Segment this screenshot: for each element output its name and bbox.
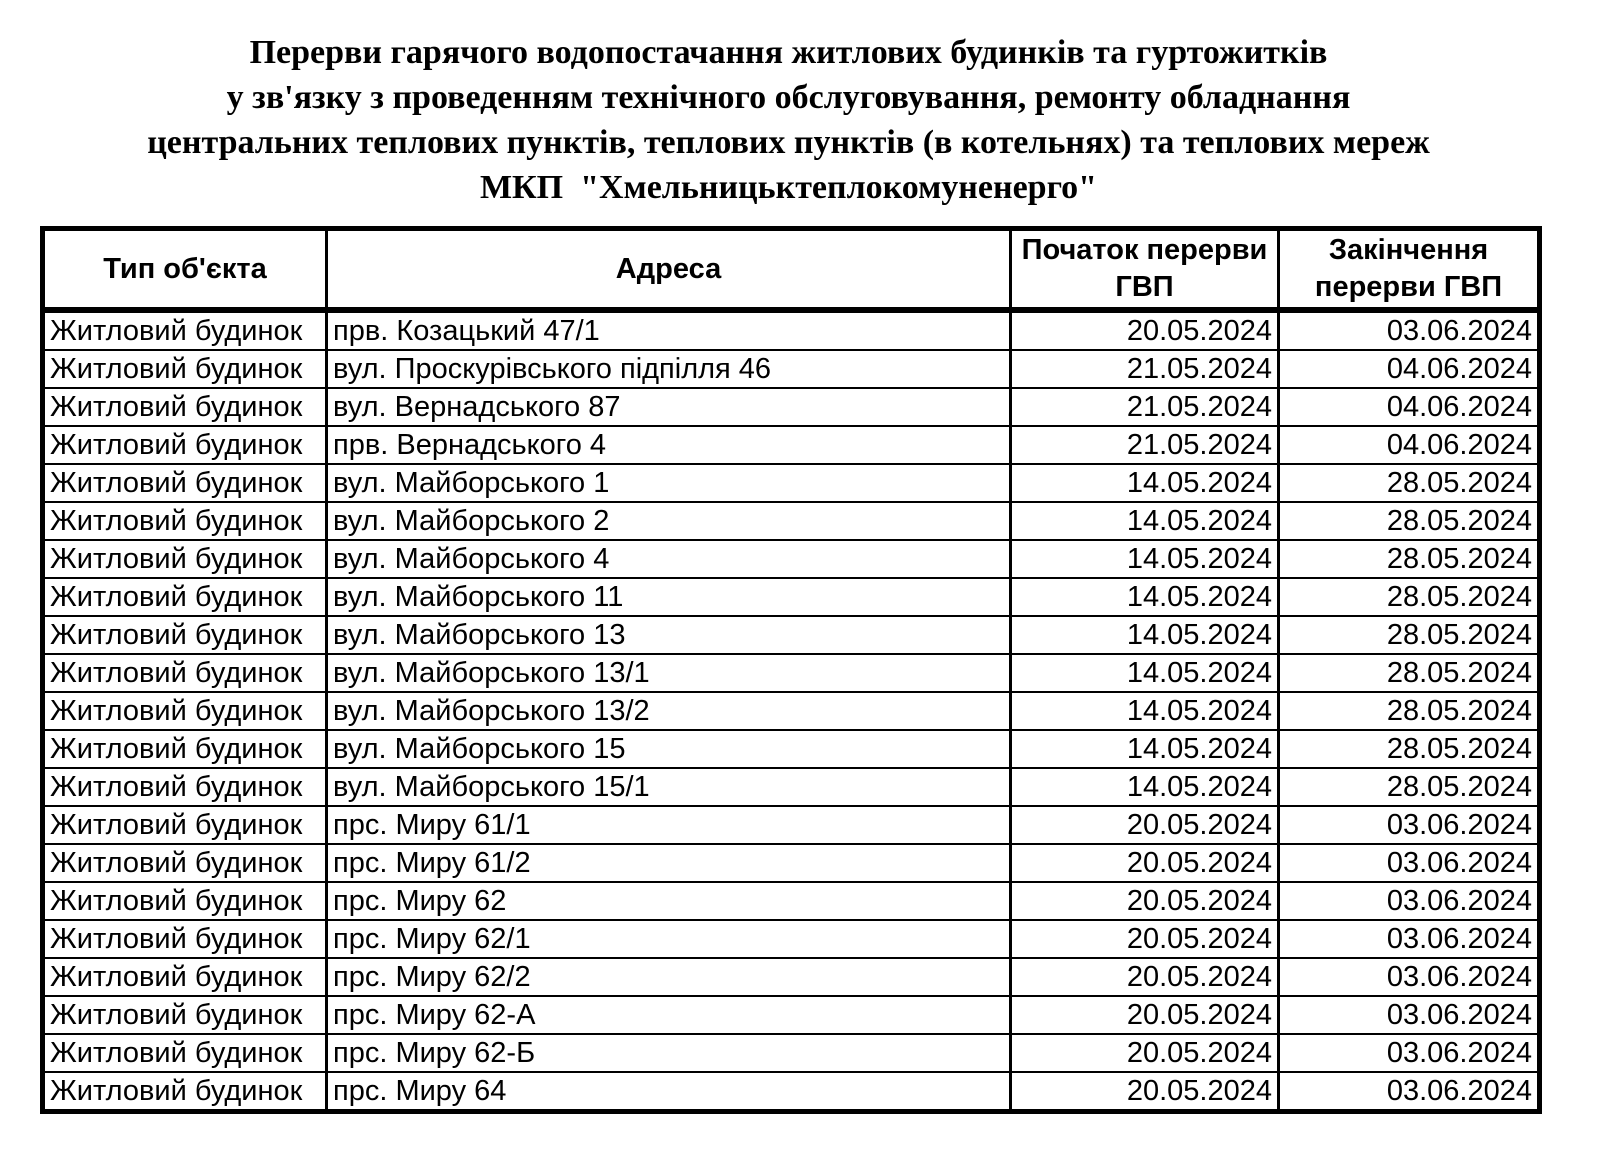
cell-end-date: 03.06.2024 (1279, 882, 1540, 920)
table-row (43, 1034, 1540, 1072)
table-row (43, 350, 1540, 388)
cell-object-type: Житловий будинок (43, 502, 327, 540)
cell-object-type: Житловий будинок (43, 768, 327, 806)
document-title-line-4: МКП "Хмельницьктеплокомуненерго" (479, 169, 1098, 206)
cell-object-type: Житловий будинок (43, 654, 327, 692)
cell-end-date: 03.06.2024 (1279, 1072, 1540, 1112)
document-page (0, 30, 1600, 1161)
cell-address: вул. Майборського 13 (327, 616, 1011, 654)
cell-object-type: Житловий будинок (43, 426, 327, 464)
cell-object-type: Житловий будинок (43, 730, 327, 768)
cell-end-date: 03.06.2024 (1279, 844, 1540, 882)
table-row (43, 768, 1540, 806)
table-row (43, 310, 1540, 350)
document-title-line-2: у зв'язку з проведенням технічного обслуговування, ремонту обладнання (226, 79, 1351, 116)
table-row (43, 578, 1540, 616)
cell-end-date: 28.05.2024 (1279, 502, 1540, 540)
cell-address: вул. Майборського 2 (327, 502, 1011, 540)
cell-start-date: 20.05.2024 (1011, 844, 1279, 882)
cell-end-date: 28.05.2024 (1279, 768, 1540, 806)
table-row (43, 426, 1540, 464)
cell-start-date: 14.05.2024 (1011, 464, 1279, 502)
table-row (43, 996, 1540, 1034)
cell-object-type: Житловий будинок (43, 540, 327, 578)
column-header-end-date: Закінчення перерви ГВП (1279, 229, 1540, 311)
column-header-object-type: Тип об'єкта (43, 229, 327, 311)
cell-address: прс. Миру 61/1 (327, 806, 1011, 844)
cell-start-date: 20.05.2024 (1011, 920, 1279, 958)
cell-address: прв. Козацький 47/1 (327, 310, 1011, 350)
cell-end-date: 04.06.2024 (1279, 388, 1540, 426)
cell-end-date: 04.06.2024 (1279, 350, 1540, 388)
cell-end-date: 28.05.2024 (1279, 464, 1540, 502)
cell-address: прс. Миру 62 (327, 882, 1011, 920)
cell-address: вул. Майборського 11 (327, 578, 1011, 616)
cell-start-date: 20.05.2024 (1011, 958, 1279, 996)
cell-start-date: 21.05.2024 (1011, 426, 1279, 464)
cell-end-date: 03.06.2024 (1279, 958, 1540, 996)
cell-end-date: 28.05.2024 (1279, 578, 1540, 616)
cell-address: вул. Майборського 13/2 (327, 692, 1011, 730)
table-row (43, 464, 1540, 502)
column-header-start-date: Початок перерви ГВП (1011, 229, 1279, 311)
cell-object-type: Житловий будинок (43, 578, 327, 616)
cell-address: прс. Миру 62-А (327, 996, 1011, 1034)
cell-start-date: 21.05.2024 (1011, 388, 1279, 426)
table-header-row (43, 229, 1540, 311)
cell-start-date: 20.05.2024 (1011, 996, 1279, 1034)
cell-start-date: 14.05.2024 (1011, 654, 1279, 692)
document-title-line-1: Перерви гарячого водопостачання житлових будинків та гуртожитків (249, 34, 1328, 71)
cell-start-date: 14.05.2024 (1011, 730, 1279, 768)
cell-object-type: Житловий будинок (43, 920, 327, 958)
cell-address: вул. Майборського 15/1 (327, 768, 1011, 806)
cell-address: прс. Миру 62/2 (327, 958, 1011, 996)
cell-end-date: 03.06.2024 (1279, 996, 1540, 1034)
cell-object-type: Житловий будинок (43, 882, 327, 920)
cell-object-type: Житловий будинок (43, 388, 327, 426)
cell-object-type: Житловий будинок (43, 806, 327, 844)
cell-object-type: Житловий будинок (43, 1034, 327, 1072)
table-row (43, 958, 1540, 996)
cell-address: вул. Вернадського 87 (327, 388, 1011, 426)
cell-end-date: 28.05.2024 (1279, 730, 1540, 768)
table-body (43, 310, 1540, 1112)
cell-end-date: 04.06.2024 (1279, 426, 1540, 464)
cell-start-date: 14.05.2024 (1011, 616, 1279, 654)
cell-object-type: Житловий будинок (43, 310, 327, 350)
cell-start-date: 20.05.2024 (1011, 1072, 1279, 1112)
document-title (40, 30, 1537, 210)
cell-address: вул. Майборського 4 (327, 540, 1011, 578)
cell-start-date: 20.05.2024 (1011, 1034, 1279, 1072)
table-row (43, 616, 1540, 654)
cell-address: вул. Майборського 15 (327, 730, 1011, 768)
cell-address: вул. Майборського 13/1 (327, 654, 1011, 692)
cell-end-date: 28.05.2024 (1279, 616, 1540, 654)
cell-end-date: 28.05.2024 (1279, 654, 1540, 692)
table-header (43, 229, 1540, 311)
cell-end-date: 03.06.2024 (1279, 310, 1540, 350)
table-row (43, 882, 1540, 920)
cell-start-date: 21.05.2024 (1011, 350, 1279, 388)
table-row (43, 388, 1540, 426)
cell-start-date: 14.05.2024 (1011, 768, 1279, 806)
cell-start-date: 14.05.2024 (1011, 692, 1279, 730)
cell-object-type: Житловий будинок (43, 996, 327, 1034)
cell-start-date: 20.05.2024 (1011, 310, 1279, 350)
cell-address: прс. Миру 62-Б (327, 1034, 1011, 1072)
table-row (43, 502, 1540, 540)
column-header-address: Адреса (327, 229, 1011, 311)
table-row (43, 540, 1540, 578)
interruptions-table (40, 226, 1542, 1114)
cell-end-date: 03.06.2024 (1279, 1034, 1540, 1072)
table-row (43, 1072, 1540, 1112)
table-row (43, 920, 1540, 958)
cell-start-date: 14.05.2024 (1011, 578, 1279, 616)
cell-end-date: 28.05.2024 (1279, 692, 1540, 730)
cell-address: прс. Миру 62/1 (327, 920, 1011, 958)
cell-start-date: 20.05.2024 (1011, 882, 1279, 920)
cell-object-type: Житловий будинок (43, 464, 327, 502)
cell-object-type: Житловий будинок (43, 958, 327, 996)
cell-start-date: 20.05.2024 (1011, 806, 1279, 844)
cell-object-type: Житловий будинок (43, 844, 327, 882)
cell-object-type: Житловий будинок (43, 616, 327, 654)
table-row (43, 692, 1540, 730)
cell-object-type: Житловий будинок (43, 1072, 327, 1112)
table-row (43, 844, 1540, 882)
cell-object-type: Житловий будинок (43, 350, 327, 388)
document-title-line-3: центральних теплових пунктів, теплових пунктів (в котельнях) та теплових мереж (147, 124, 1430, 161)
cell-address: прс. Миру 61/2 (327, 844, 1011, 882)
cell-start-date: 14.05.2024 (1011, 540, 1279, 578)
cell-start-date: 14.05.2024 (1011, 502, 1279, 540)
cell-address: прс. Миру 64 (327, 1072, 1011, 1112)
cell-end-date: 03.06.2024 (1279, 920, 1540, 958)
cell-address: прв. Вернадського 4 (327, 426, 1011, 464)
cell-end-date: 03.06.2024 (1279, 806, 1540, 844)
cell-address: вул. Проскурівського підпілля 46 (327, 350, 1011, 388)
cell-end-date: 28.05.2024 (1279, 540, 1540, 578)
table-row (43, 730, 1540, 768)
table-row (43, 654, 1540, 692)
cell-address: вул. Майборського 1 (327, 464, 1011, 502)
cell-object-type: Житловий будинок (43, 692, 327, 730)
table-row (43, 806, 1540, 844)
